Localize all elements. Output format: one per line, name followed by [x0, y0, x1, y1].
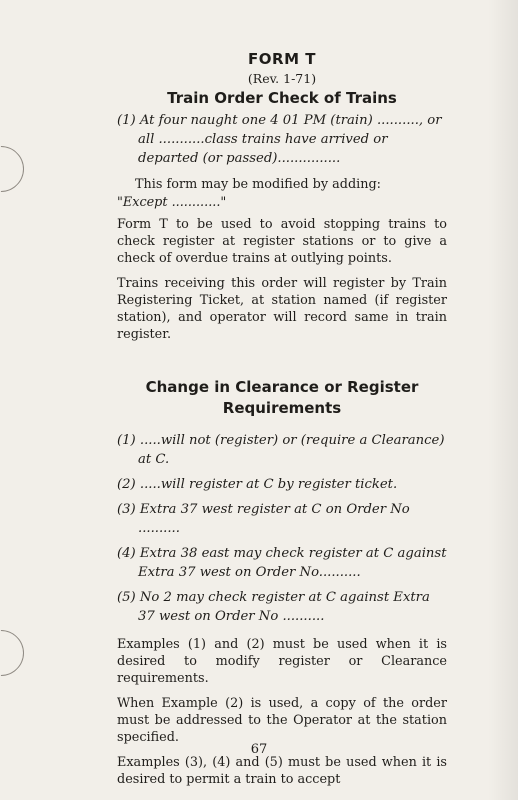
page-number: 67: [250, 742, 268, 757]
example-text: .....will not (register) or (require a Clearance) at C.: [138, 433, 445, 467]
form-revision: (Rev. 1-71): [247, 71, 317, 86]
form-subtitle: Train Order Check of Trains: [167, 89, 397, 107]
paragraph-example-2-copy: When Example (2) is used, a copy of the order must be addressed to the Operator at the station specified.: [117, 696, 447, 745]
form-title: FORM T: [248, 50, 316, 68]
binder-hole-top: [0, 136, 34, 201]
page-content: [117, 42, 447, 796]
form-t-example: [117, 111, 447, 168]
binder-hole-bottom: [0, 620, 34, 685]
paragraph-form-t-purpose: Form T to be used to avoid stopping trains to check register at register stations or to give a check of overdue trains at outlying points.: [117, 217, 447, 266]
paragraph-train-registering: Trains receiving this order will register by Train Registering Ticket, at station named (if register station), and operator will record same in train register.: [117, 276, 447, 342]
example-item: [117, 544, 447, 582]
page-edge-shadow: [488, 0, 518, 800]
example-number: (1): [117, 433, 136, 448]
example-number: (3): [117, 502, 136, 517]
modification-except: "Except ............": [117, 195, 227, 210]
section-title-clearance: Change in Clearance or Register Requirements: [145, 378, 419, 417]
paragraph-examples-3-5: Examples (3), (4) and (5) must be used when it is desired to permit a train to accept: [117, 755, 447, 787]
modification-note: This form may be modified by adding:: [135, 177, 381, 192]
example-text: .....will register at C by register ticket.: [139, 477, 398, 492]
example-text: At four naught one 4 01 PM (train) .........., or all ...........class trains have arrived or departed (or passed)...............: [138, 113, 442, 166]
example-item: [117, 475, 447, 494]
example-item: [117, 500, 447, 538]
example-number: (2): [117, 477, 136, 492]
example-item: [117, 588, 447, 626]
example-number: (5): [117, 590, 136, 605]
example-text: No 2 may check register at C against Extra 37 west on Order No ..........: [138, 590, 430, 624]
example-number: (4): [117, 546, 136, 561]
paragraph-examples-1-2: Examples (1) and (2) must be used when it is desired to modify register or Clearance requirements.: [117, 637, 447, 686]
example-number: (1): [117, 113, 136, 128]
example-text: Extra 37 west register at C on Order No ..........: [138, 502, 410, 536]
example-item: [117, 431, 447, 469]
example-text: Extra 38 east may check register at C against Extra 37 west on Order No..........: [138, 546, 447, 580]
